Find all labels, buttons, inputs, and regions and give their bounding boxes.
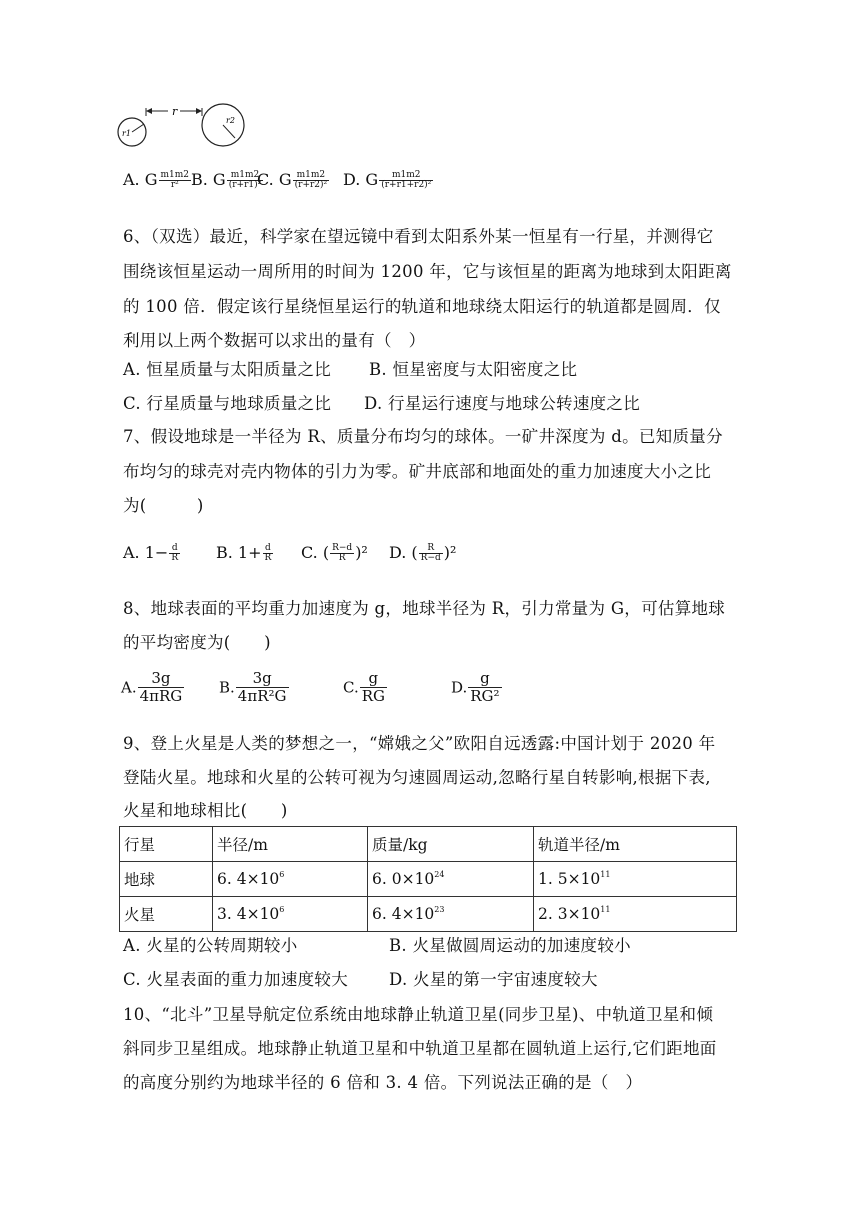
q6-option-b[interactable]: B. 恒星密度与太阳密度之比	[369, 360, 578, 379]
q10-line-2: 斜同步卫星组成。地球静止轨道卫星和中轨道卫星都在圆轨道上运行,它们距地面	[123, 1039, 717, 1058]
q6-option-c[interactable]: C. 行星质量与地球质量之比	[123, 394, 332, 413]
r1-label: r1	[122, 129, 131, 138]
q8-line-2: 的平均密度为( )	[123, 633, 271, 652]
table-header: 轨道半径/m	[534, 827, 737, 862]
r2-label: r2	[226, 116, 235, 125]
q7-option-c[interactable]: C. ( $\frac{R-d}{R}$ )²	[301, 543, 368, 563]
q6-line-3: 的 100 倍．假定该行星绕恒星运行的轨道和地球绕太阳运行的轨道都是圆周．仅	[123, 297, 721, 316]
table-header-row	[120, 827, 737, 862]
table-cell: 6. $0\times 10^{24}$	[368, 862, 534, 897]
table-header: 行星	[120, 827, 213, 862]
q8-option-a[interactable]: A. $\frac{3g}{\text{4πRG}}$	[121, 669, 183, 705]
table-cell: 6. $4\times 10^6$	[213, 862, 368, 897]
q6-option-d[interactable]: D. 行星运行速度与地球公转速度之比	[364, 394, 641, 413]
q7-line-1: 7、假设地球是一半径为 R、质量分布均匀的球体。一矿井深度为 d。已知质量分	[123, 427, 723, 446]
table-cell: 1. $5\times 10^{11}$	[534, 862, 737, 897]
table-row	[120, 862, 737, 897]
q5-option-b[interactable]: B. G $\frac{m1m2}{\text{(r+r1)²}}$	[191, 170, 262, 190]
q5-option-d[interactable]: D. G $\frac{m1m2}{\text{(r+r1+r2)²}}$	[343, 170, 432, 190]
q7-option-d[interactable]: D. ( $\frac{R}{R-d}$ )²	[389, 543, 457, 563]
q8-option-d[interactable]: D. $\frac{g}{\text{RG²}}$	[451, 669, 500, 705]
table-cell: 2. $3\times 10^{11}$	[534, 897, 737, 932]
q5-option-a[interactable]: A. G $\frac{m1m2}{\text{r²}}$	[123, 170, 190, 190]
q7-option-b[interactable]: B. 1+ $\frac{d}{R}$	[216, 543, 272, 563]
two-spheres-diagram	[116, 96, 251, 152]
q6-option-a[interactable]: A. 恒星质量与太阳质量之比	[123, 360, 332, 379]
r-label: r	[172, 105, 178, 118]
q7-option-a[interactable]: A. 1− $\frac{d}{R}$	[123, 543, 179, 563]
q7-line-2: 布均匀的球壳对壳内物体的引力为零。矿井底部和地面处的重力加速度大小之比	[123, 462, 711, 481]
q9-option-a[interactable]: A. 火星的公转周期较小	[123, 936, 298, 955]
table-header: 质量/kg	[368, 827, 534, 862]
table-cell: 6. $4\times 10^{23}$	[368, 897, 534, 932]
q9-option-d[interactable]: D. 火星的第一宇宙速度较大	[389, 970, 598, 989]
q5-option-c[interactable]: C. G $\frac{m1m2}{\text{(r+r2)²}}$	[257, 170, 328, 190]
q9-line-2: 登陆火星。地球和火星的公转可视为匀速圆周运动,忽略行星自转影响,根据下表,	[123, 768, 711, 787]
planet-data-table	[119, 826, 737, 932]
table-cell: 3. $4\times 10^6$	[213, 897, 368, 932]
q6-line-4: 利用以上两个数据可以求出的量有（ ）	[123, 331, 426, 350]
q9-line-1: 9、登上火星是人类的梦想之一，“嫦娥之父”欧阳自远透露:中国计划于 2020 年	[123, 734, 716, 753]
q10-line-3: 的高度分别约为地球半径的 6 倍和 3. 4 倍。下列说法正确的是（ ）	[123, 1073, 643, 1092]
q9-option-c[interactable]: C. 火星表面的重力加速度较大	[123, 970, 349, 989]
table-cell: 火星	[120, 897, 213, 932]
q6-line-1: 6、（双选）最近，科学家在望远镜中看到太阳系外某一恒星有一行星，并测得它	[123, 227, 714, 246]
q8-line-1: 8、地球表面的平均重力加速度为 g，地球半径为 R，引力常量为 G，可估算地球	[123, 599, 726, 618]
table-cell: 地球	[120, 862, 213, 897]
q9-line-3: 火星和地球相比( )	[123, 801, 288, 820]
q6-line-2: 围绕该恒星运动一周所用的时间为 1200 年，它与该恒星的距离为地球到太阳距离	[123, 262, 732, 281]
q9-option-b[interactable]: B. 火星做圆周运动的加速度较小	[389, 936, 631, 955]
q8-option-b[interactable]: B. $\frac{3g}{\text{4πR²G}}$	[219, 669, 287, 705]
table-row	[120, 897, 737, 932]
q10-line-1: 10、“北斗”卫星导航定位系统由地球静止轨道卫星(同步卫星)、中轨道卫星和倾	[123, 1005, 714, 1024]
q8-option-c[interactable]: C. $\frac{g}{RG}$	[343, 669, 385, 705]
table-header: 半径/m	[213, 827, 368, 862]
q7-line-3: 为( )	[123, 496, 204, 515]
